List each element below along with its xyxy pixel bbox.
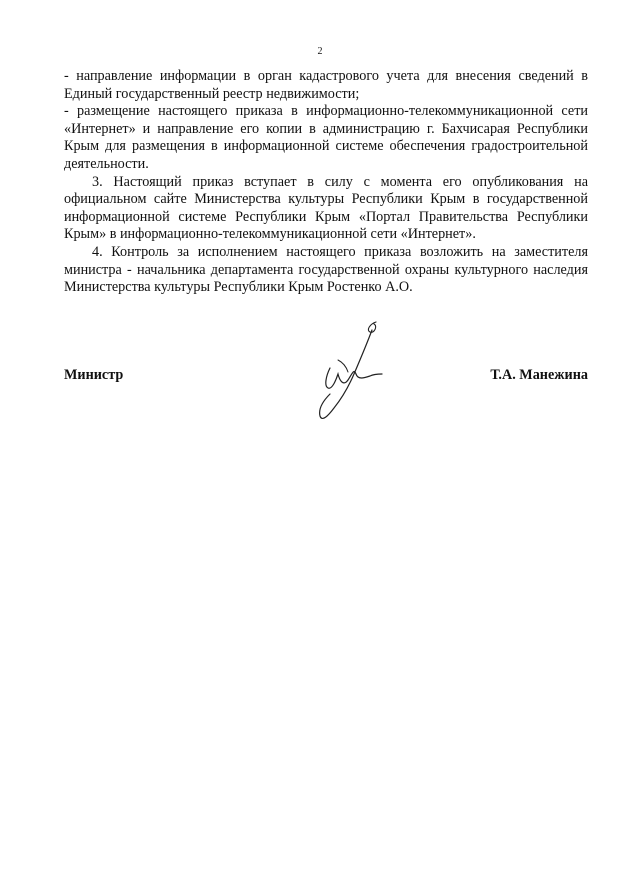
page-number: 2 [317,46,323,57]
paragraph-item-3: 3. Настоящий приказ вступает в силу с момента его опубликования на официальном сайте Министерства культуры Республики Крым в государственной информационной системе Республики Крым «Портал Правительства Республики Крым» в информационно-телекоммуникационной сети «Интернет». [64,173,588,243]
signatory-position: Министр [64,367,124,383]
document-body [64,68,588,297]
paragraph-cadastral-info: - направление информации в орган кадастрового учета для внесения сведений в Единый государственный реестр недвижимости; [64,68,588,102]
paragraph-publication-internet: - размещение настоящего приказа в информационно-телекоммуникационной сети «Интернет» и направление его копии в администрацию г. Бахчисарая Республики Крым для размещения в информационной системе обеспечения градостроительной деятельности. [64,103,588,172]
handwritten-signature [308,316,388,428]
paragraph-item-4: 4. Контроль за исполнением настоящего приказа возложить на заместителя министра - начальника департамента государственной охраны культурного наследия Министерства культуры Республики Крым Ростенко А.О. [64,243,588,296]
signatory-name: Т.А. Манежина [490,367,588,383]
